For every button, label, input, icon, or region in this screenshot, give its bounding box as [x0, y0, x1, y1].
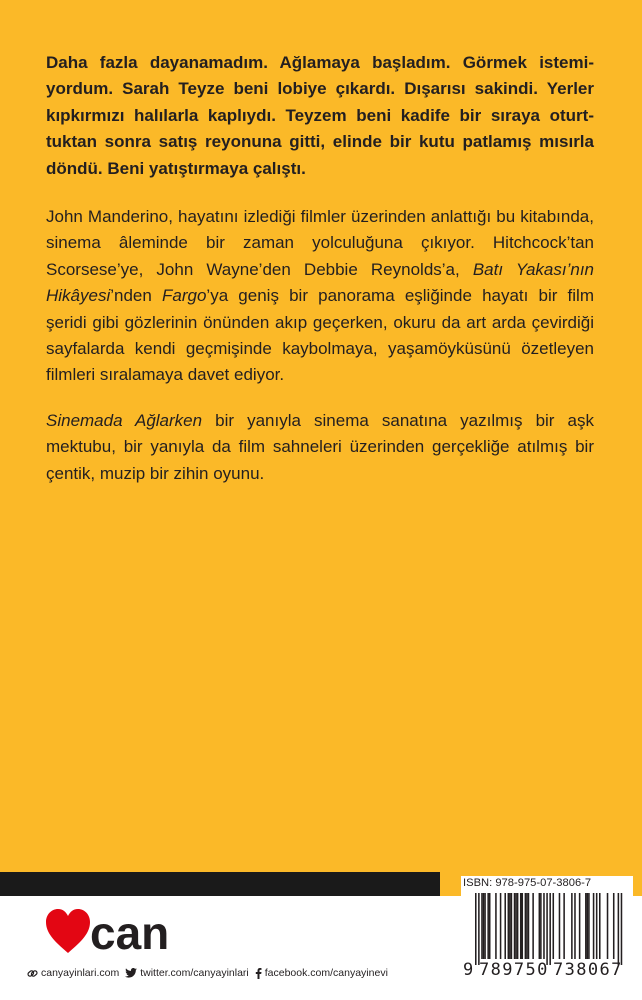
barcode-bar — [587, 893, 589, 959]
barcode-bar — [553, 893, 555, 959]
barcode-bar — [528, 893, 530, 959]
heart-icon — [46, 907, 206, 957]
barcode-bar — [483, 893, 485, 959]
logo-wordmark: can — [90, 907, 170, 957]
barcode-bar — [532, 893, 534, 959]
barcode-right-digits: 738067 — [553, 960, 623, 980]
closing-paragraph — [46, 408, 594, 487]
barcode-bar — [546, 893, 548, 965]
barcode-bar — [585, 893, 587, 959]
barcode-left-digits: 789750 — [479, 960, 549, 980]
barcode-bar — [571, 893, 573, 959]
barcode-bar — [526, 893, 528, 959]
barcode-bar — [522, 893, 524, 959]
barcode-bar — [484, 893, 486, 959]
barcode-bar — [478, 893, 480, 965]
can-logo — [46, 907, 206, 957]
barcode — [463, 893, 633, 965]
barcode-bar — [515, 893, 517, 959]
barcode-bar — [481, 893, 483, 959]
barcode-bar — [504, 893, 506, 959]
barcode-bar — [596, 893, 598, 959]
twitter-icon — [125, 968, 137, 978]
twitter-link[interactable] — [125, 967, 249, 979]
film-title-westside: Batı Yakası’nın Hikâyesi — [46, 259, 595, 306]
barcode-bar — [487, 893, 489, 959]
barcode-bar — [607, 893, 609, 959]
barcode-bar — [511, 893, 513, 959]
opening-quote: Daha fazla dayanamadım. Ağlamaya başladım. Görmek istemiyordum. Sarah Teyze beni lobiye çıkardı. Dışarısı sakindi. Yerler kıpkırmızı halılarla kaplıydı. Teyzem beni kadife bir sıraya oturttuktan sonra satış reyonuna gitti, elinde bir kutu patlamış mısırla döndü. Beni yatıştırmaya çalıştı. — [46, 53, 594, 178]
barcode-bar — [517, 893, 519, 959]
barcode-bar — [559, 893, 561, 959]
barcode-bar — [540, 893, 542, 959]
barcode-bar — [579, 893, 581, 959]
barcode-bar — [520, 893, 522, 959]
closing-text: bir yanıyla sinema sanatına yazılmış bir aşk mektubu, bir yanıyla da film sahneleri üzerinden gerçekliğe atılmış bir çentik, muzip bir zihin oyunu. — [46, 410, 594, 483]
link-icon — [27, 968, 38, 979]
description-paragraph — [46, 204, 594, 389]
book-title: Sinemada Ağlarken — [46, 410, 203, 430]
barcode-bar — [525, 893, 527, 959]
isbn-label: ISBN: 978-975-07-3806-7 — [463, 877, 592, 889]
twitter-text: twitter.com/canyayinlari — [140, 967, 249, 979]
description-text: ’ya geniş bir panorama eşliğinde hayatı bir film şeridi gibi gözlerinin önünden akıp geçerken, okuru da art arda çevirdiği sayfalarda kendi geçmişinde kaybolmaya, yaşamöyküsünü özetleyen filmleri sıralamaya davet ediyor. — [46, 286, 594, 385]
barcode-bar — [489, 893, 491, 959]
barcode-bar — [618, 893, 620, 965]
facebook-link[interactable] — [255, 967, 388, 979]
barcode-bar — [543, 893, 545, 959]
website-link[interactable] — [27, 967, 119, 979]
barcode-bar — [508, 893, 510, 959]
barcode-bar — [509, 893, 511, 959]
barcode-bar — [549, 893, 551, 965]
barcode-bar — [539, 893, 541, 959]
black-band — [0, 872, 440, 896]
film-title-fargo: Fargo — [162, 286, 207, 306]
barcode-bar — [495, 893, 497, 959]
facebook-text: facebook.com/canyayinevi — [264, 967, 388, 979]
barcode-bar — [563, 893, 565, 959]
blurb-text — [46, 50, 594, 506]
barcode-bar — [593, 893, 595, 959]
barcode-bar — [514, 893, 516, 959]
barcode-bar — [599, 893, 601, 959]
barcode-bar — [475, 893, 477, 965]
barcode-first-digit: 9 — [463, 960, 474, 980]
barcode-bar — [500, 893, 502, 959]
description-text: ’nden — [110, 286, 162, 306]
facebook-icon — [255, 968, 262, 979]
social-links — [27, 966, 388, 980]
website-text: canyayinlari.com — [41, 967, 120, 979]
description-text: John Manderino, hayatını izlediği filmler üzerinden anlattığı bu kitabında, sinema âleminde bir zaman yolculuğuna çıkıyor. Hitchcock’tan Scorsese’ye, John Wayne’den Debbie Reynolds’a, — [46, 207, 594, 279]
barcode-digits — [463, 960, 633, 984]
barcode-bar — [613, 893, 615, 959]
barcode-bar — [574, 893, 576, 959]
barcode-bar — [588, 893, 590, 959]
barcode-bar — [621, 893, 623, 965]
